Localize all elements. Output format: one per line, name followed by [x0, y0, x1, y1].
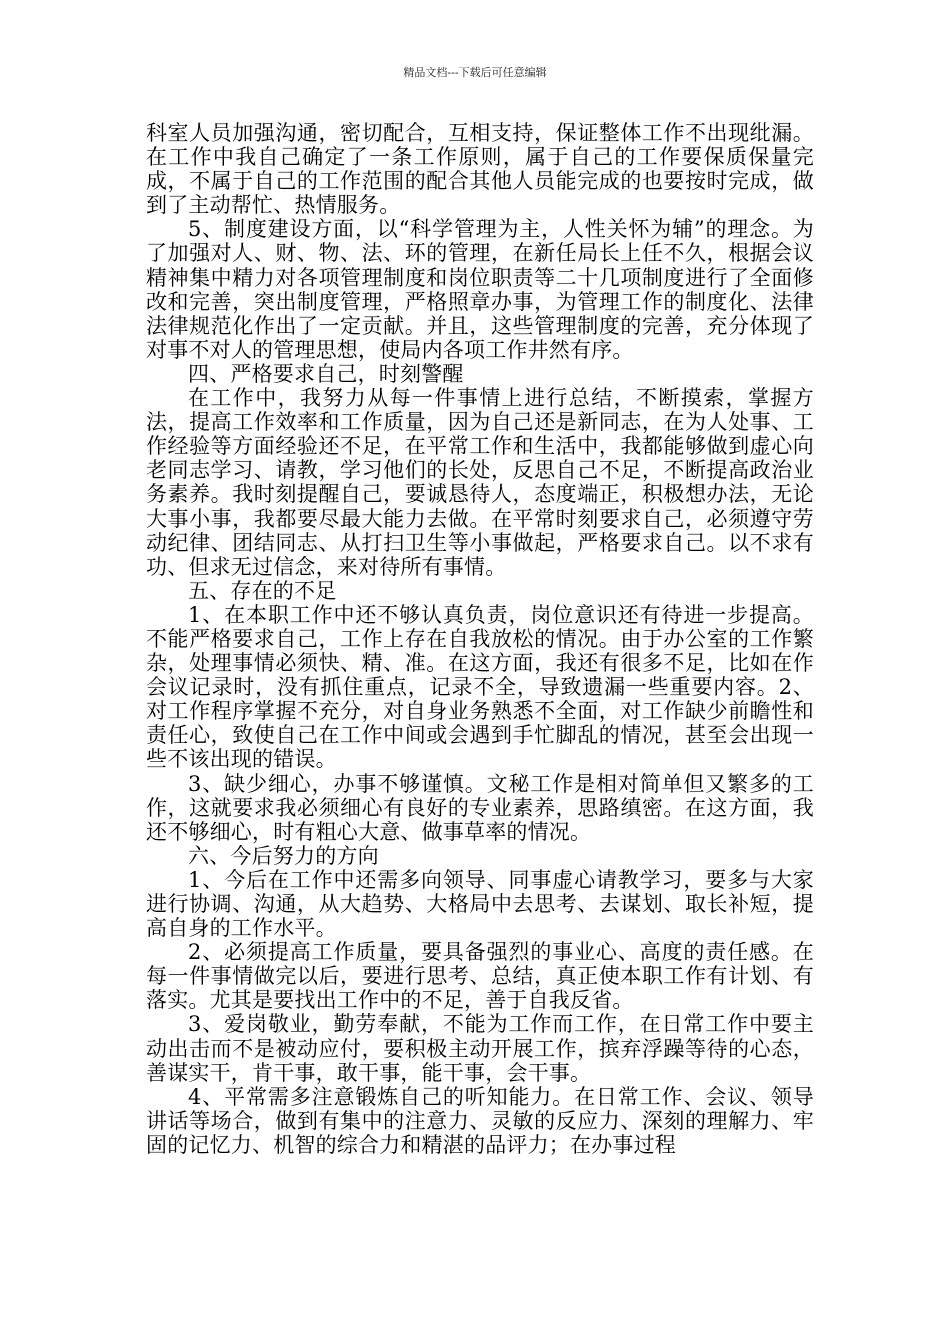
section-heading: 六、今后努力的方向 [188, 843, 379, 868]
paragraph: 5、制度建设方面，以“科学管理为主，人性关怀为辅”的理念。为了加强对人、财、物、法、环的管理，在新任局长上任不久，根据会议精神集中精力对各项管理制度和岗位职责等二十几项制度进行了全面修改和完善，突出制度管理，严格照章办事，为管理工作的制度化、法律法律规范化作出了一定贡献。并且，这些管理制度的完善，充分体现了对事不对人的管理思想，使局内各项工作井然有序。 [146, 217, 814, 362]
paragraph: 1、今后在工作中还需多向领导、同事虚心请教学习，要多与大家进行协调、沟通，从大趋势、大格局中去思考、去谋划、取长补短，提高自身的工作水平。 [146, 867, 814, 941]
section-heading: 五、存在的不足 [188, 578, 337, 603]
paragraph: 3、缺少细心，办事不够谨慎。文秘工作是相对简单但又繁多的工作，这就要求我必须细心有良好的专业素养，思路缜密。在这方面，我还不够细心，时有粗心大意、做事草率的情况。 [146, 771, 814, 844]
paragraph: 1、在本职工作中还不够认真负责，岗位意识还有待进一步提高。不能严格要求自己，工作上存在自我放松的情况。由于办公室的工作繁杂，处理事情必须快、精、准。在这方面，我还有很多不足，比如在作会议记录时，没有抓住重点，记录不全，导致遗漏一些重要内容。2、对工作程序掌握不充分，对自身业务熟悉不全面，对工作缺少前瞻性和责任心，致使自己在工作中间或会遇到手忙脚乱的情况，甚至会出现一些不该出现的错误。 [146, 602, 814, 772]
section-heading: 四、严格要求自己，时刻警醒 [188, 361, 464, 386]
document-body [146, 121, 814, 1157]
paragraph: 4、平常需多注意锻炼自己的听知能力。在日常工作、会议、领导讲话等场合，做到有集中的注意力、灵敏的反应力、深刻的理解力、牢固的记忆力、机智的综合力和精湛的品评力；在办事过程 [146, 1084, 814, 1157]
paragraph: 科室人员加强沟通，密切配合，互相支持，保证整体工作不出现纰漏。在工作中我自己确定了一条工作原则，属于自己的工作要保质保量完成，不属于自己的工作范围的配合其他人员能完成的也要按时完成，做到了主动帮忙、热情服务。 [146, 121, 814, 218]
paragraph: 3、爱岗敬业，勤劳奉献，不能为工作而工作，在日常工作中要主动出击而不是被动应付，要积极主动开展工作，摈弃浮躁等待的心态，善谋实干，肯干事，敢干事，能干事，会干事。 [146, 1012, 814, 1085]
paragraph: 在工作中，我努力从每一件事情上进行总结，不断摸索，掌握方法，提高工作效率和工作质量，因为自己还是新同志，在为人处事、工作经验等方面经验还不足，在平常工作和生活中，我都能够做到虚心向老同志学习、请教，学习他们的长处，反思自己不足，不断提高政治业务素养。我时刻提醒自己，要诚恳待人，态度端正，积极想办法，无论大事小事，我都要尽最大能力去做。在平常时刻要求自己，必须遵守劳动纪律、团结同志、从打扫卫生等小事做起，严格要求自己。以不求有功、但求无过信念，来对待所有事情。 [146, 386, 814, 579]
page-header: 精品文档---下载后可任意编辑 [403, 66, 547, 79]
paragraph: 2、必须提高工作质量，要具备强烈的事业心、高度的责任感。在每一件事情做完以后，要进行思考、总结，真正使本职工作有计划、有落实。尤其是要找出工作中的不足，善于自我反省。 [146, 940, 814, 1013]
